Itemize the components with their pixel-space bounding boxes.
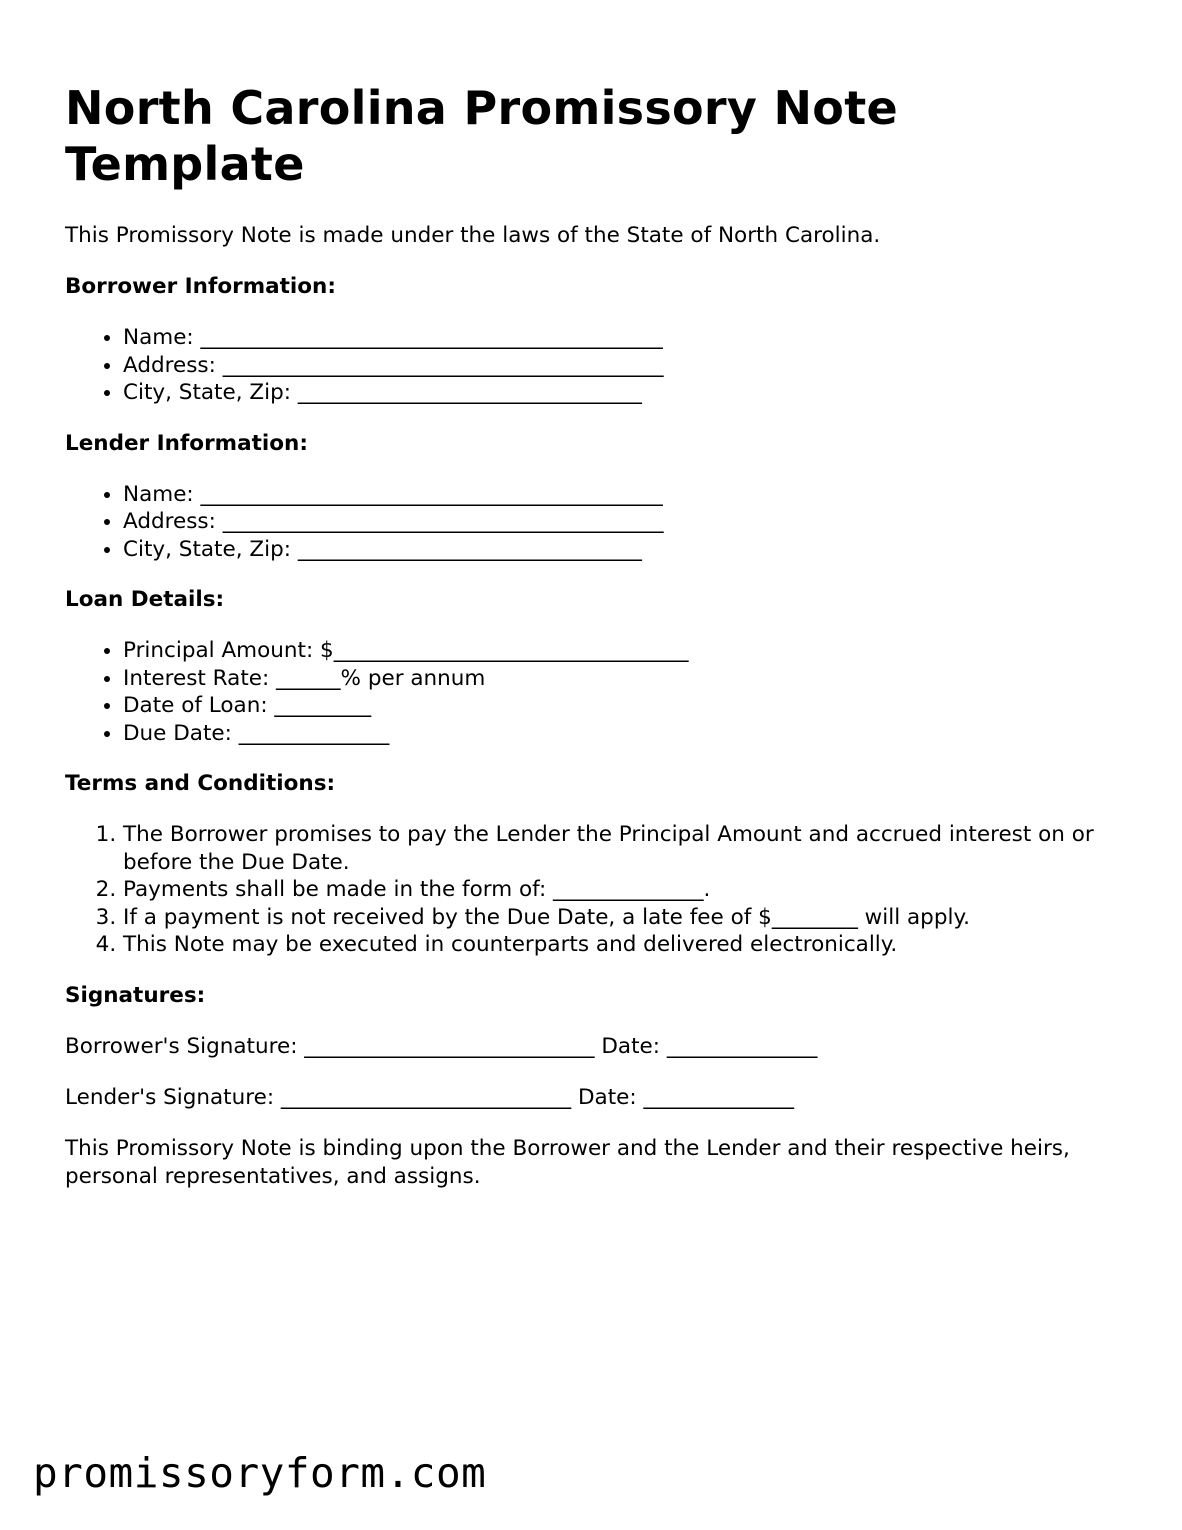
borrower-list: [65, 324, 1125, 407]
closing-paragraph: This Promissory Note is binding upon the Borrower and the Lender and their respective heirs, personal representatives, and assigns.: [65, 1135, 1070, 1189]
lender-list: [65, 481, 1125, 564]
lender-heading: Lender Information:: [65, 430, 308, 456]
term-item: 1. The Borrower promises to pay the Lender the Principal Amount and accrued interest on or before the Due Date.: [123, 821, 1125, 876]
terms-list: [65, 821, 1125, 959]
principal-amount-field: • Principal Amount: $_________________________________: [123, 637, 1125, 665]
interest-rate-field: • Interest Rate: ______% per annum: [123, 665, 1125, 693]
borrower-address-field: • Address: _________________________________________: [123, 352, 1125, 380]
due-date-field: • Due Date: ______________: [123, 720, 1125, 748]
lender-city-state-zip-field: • City, State, Zip: ________________________________: [123, 536, 1125, 564]
lender-signature-line: Lender's Signature: ___________________________ Date: ______________: [65, 1084, 794, 1110]
borrower-signature-line: Borrower's Signature: ___________________________ Date: ______________: [65, 1033, 818, 1059]
loan-details-list: [65, 637, 1125, 747]
term-item: 4. This Note may be executed in counterparts and delivered electronically.: [123, 931, 1125, 959]
intro-paragraph: This Promissory Note is made under the laws of the State of North Carolina.: [65, 223, 881, 248]
lender-address-field: • Address: _________________________________________: [123, 508, 1125, 536]
document-title: North Carolina Promissory Note Template: [65, 81, 899, 191]
signatures-heading: Signatures:: [65, 982, 206, 1008]
term-item: 2. Payments shall be made in the form of: ______________.: [123, 876, 1125, 904]
term-item: 3. If a payment is not received by the Due Date, a late fee of $________ will apply.: [123, 904, 1125, 932]
borrower-heading: Borrower Information:: [65, 274, 336, 299]
document: [65, 80, 1125, 1214]
site-watermark: promissoryform.com: [33, 1449, 487, 1497]
borrower-city-state-zip-field: • City, State, Zip: ________________________________: [123, 379, 1125, 407]
date-of-loan-field: • Date of Loan: _________: [123, 692, 1125, 720]
terms-heading: Terms and Conditions:: [65, 771, 336, 796]
borrower-name-field: • Name: ___________________________________________: [123, 324, 1125, 352]
lender-name-field: • Name: ___________________________________________: [123, 481, 1125, 509]
loan-details-heading: Loan Details:: [65, 587, 225, 612]
